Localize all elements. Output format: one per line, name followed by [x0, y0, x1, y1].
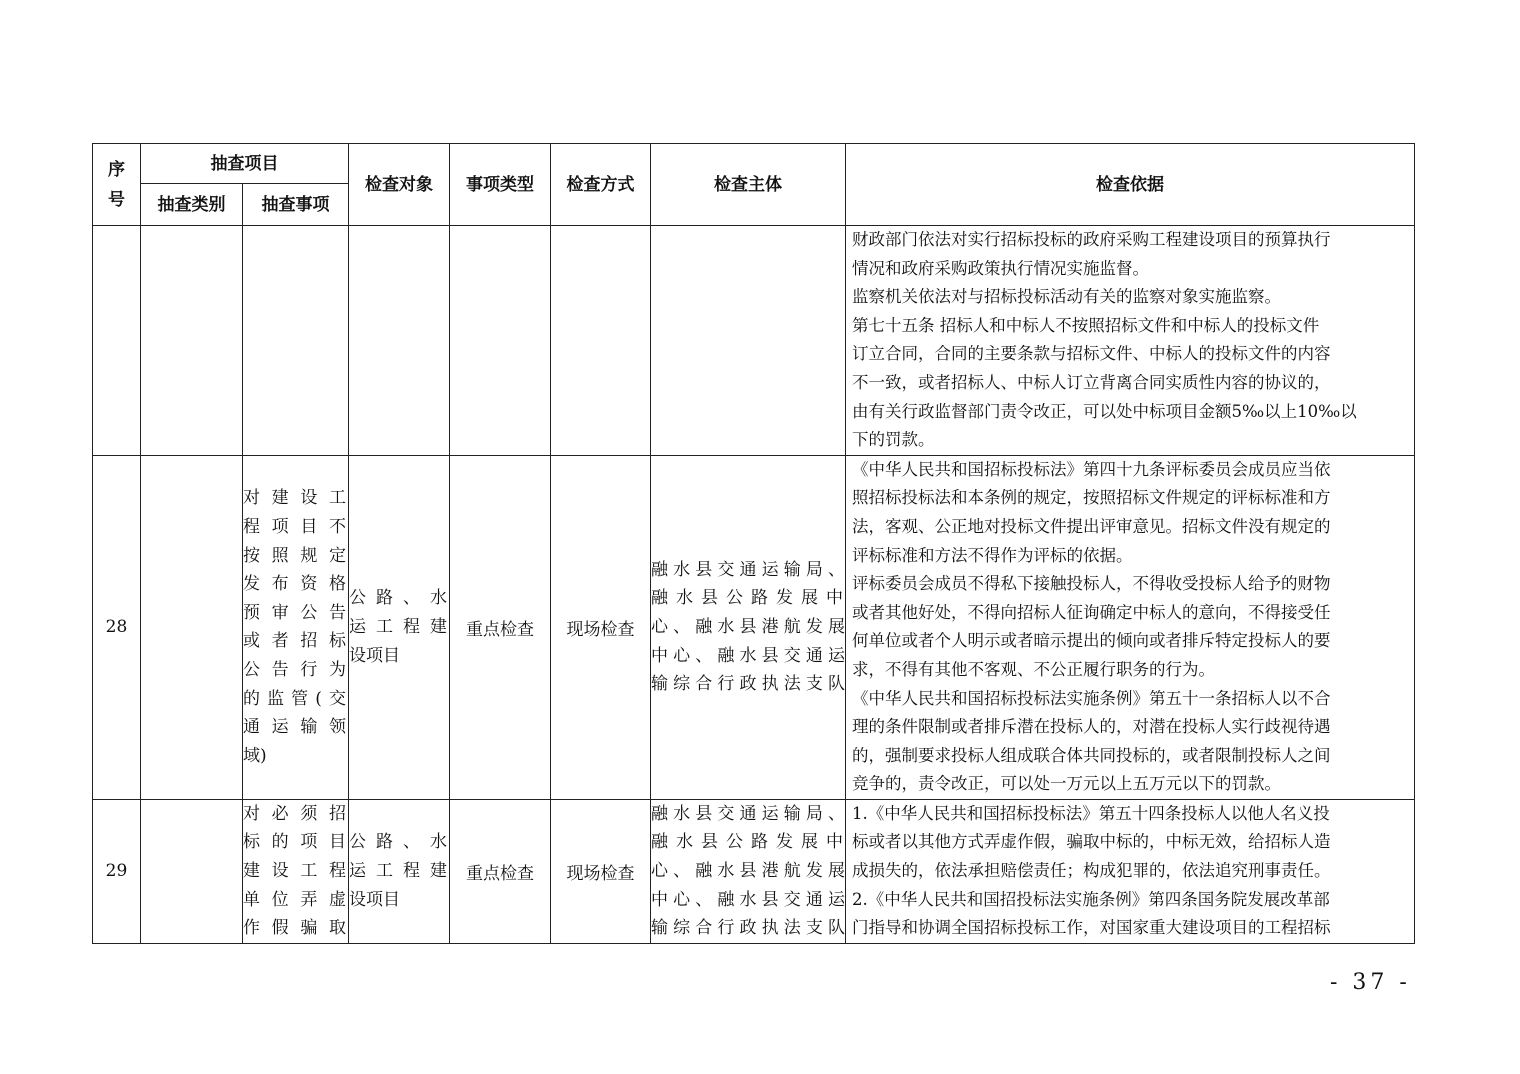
header-item-type: 事项类型	[450, 144, 551, 226]
table-row	[93, 226, 1415, 456]
target-line: 公路、水	[349, 588, 449, 609]
basis-line: 何单位或者个人明示或者暗示提出的倾向或者排斥特定投标人的要	[852, 631, 1331, 651]
seq-cell: 28	[93, 455, 141, 799]
item-line: 程项目不	[243, 516, 348, 537]
target-cell	[349, 799, 450, 943]
target-line: 公路、水	[349, 832, 449, 853]
seq-cell: 29	[93, 799, 141, 943]
item-line: 预审公告	[243, 602, 348, 623]
target-line: 设项目	[349, 645, 400, 666]
target-line: 设项目	[349, 889, 400, 910]
target-line: 运工程建	[349, 861, 449, 882]
basis-line: 成损失的，依法承担赔偿责任；构成犯罪的，依法追究刑事责任。	[852, 861, 1331, 881]
basis-line: 求，不得有其他不客观、不公正履行职务的行为。	[852, 659, 1215, 679]
basis-line: 不一致，或者招标人、中标人订立背离合同实质性内容的协议的，	[852, 372, 1331, 392]
subject-line: 心、融水县港航发展	[651, 617, 845, 638]
basis-line: 法，客观、公正地对投标文件提出评审意见。招标文件没有规定的	[852, 516, 1331, 536]
basis-line: 监察机关依法对与招标投标活动有关的监察对象实施监察。	[852, 287, 1281, 307]
item-line: 按照规定	[243, 545, 348, 566]
subject-line: 中心、融水县交通运	[651, 645, 845, 666]
item-line: 作假骗取	[243, 918, 348, 939]
subject-line: 心、融水县港航发展	[651, 861, 845, 882]
item-line: 建设工程	[243, 861, 348, 882]
basis-line: 竞争的，责令改正，可以处一万元以上五万元以下的罚款。	[852, 774, 1281, 794]
item-line: 的监管(交	[243, 688, 348, 709]
basis-line: 第七十五条 招标人和中标人不按照招标文件和中标人的投标文件	[852, 315, 1320, 335]
basis-line: 评标委员会成员不得私下接触投标人，不得收受投标人给予的财物	[852, 574, 1331, 594]
item-line: 对必须招	[243, 803, 348, 824]
item-line: 或者招标	[243, 631, 348, 652]
subject-line: 输综合行政执法支队	[651, 918, 845, 939]
subject-line: 输综合行政执法支队	[651, 674, 845, 695]
basis-line: 订立合同，合同的主要条款与招标文件、中标人的投标文件的内容	[852, 344, 1331, 364]
subject-cell	[651, 226, 846, 456]
item-type-cell: 重点检查	[450, 455, 551, 799]
header-method: 检查方式	[551, 144, 651, 226]
item-line: 公告行为	[243, 659, 348, 680]
header-project-group: 抽查项目	[141, 144, 349, 184]
method-cell	[551, 226, 651, 456]
basis-cell	[846, 455, 1415, 799]
header-item: 抽查事项	[243, 184, 349, 226]
item-line: 对建设工	[243, 488, 348, 509]
method-cell: 现场检查	[551, 455, 651, 799]
method-cell: 现场检查	[551, 799, 651, 943]
table-row	[93, 455, 1415, 799]
subject-line: 融水县交通运输局、	[651, 559, 845, 580]
category-cell	[141, 455, 243, 799]
header-basis: 检查依据	[846, 144, 1415, 226]
basis-line: 1.《中华人民共和国招标投标法》第五十四条投标人以他人名义投	[852, 803, 1330, 823]
item-line: 发布资格	[243, 574, 348, 595]
basis-line: 的，强制要求投标人组成联合体共同投标的，或者限制投标人之间	[852, 745, 1331, 765]
basis-line: 2.《中华人民共和国招投标法实施条例》第四条国务院发展改革部	[852, 889, 1330, 909]
basis-line: 标或者以其他方式弄虚作假，骗取中标的，中标无效，给招标人造	[852, 832, 1331, 852]
inspection-table	[92, 143, 1415, 944]
target-line: 运工程建	[349, 617, 449, 638]
category-cell	[141, 799, 243, 943]
seq-cell	[93, 226, 141, 456]
item-type-cell: 重点检查	[450, 799, 551, 943]
subject-line: 融水县公路发展中	[651, 588, 845, 609]
item-type-cell	[450, 226, 551, 456]
category-cell	[141, 226, 243, 456]
subject-line: 融水县公路发展中	[651, 832, 845, 853]
item-cell	[243, 226, 349, 456]
basis-line: 情况和政府采购政策执行情况实施监督。	[852, 258, 1149, 278]
basis-line: 理的条件限制或者排斥潜在投标人的，对潜在投标人实行歧视待遇	[852, 717, 1331, 737]
basis-cell	[846, 799, 1415, 943]
header-subject: 检查主体	[651, 144, 846, 226]
table-row	[93, 799, 1415, 943]
basis-line: 由有关行政监督部门责令改正，可以处中标项目金额5‰以上10‰以	[852, 401, 1357, 421]
basis-line: 照招标投标法和本条例的规定，按照招标文件规定的评标标准和方	[852, 488, 1331, 508]
item-cell	[243, 455, 349, 799]
target-cell	[349, 455, 450, 799]
item-line: 标的项目	[243, 832, 348, 853]
basis-line: 《中华人民共和国招标投标法实施条例》第五十一条招标人以不合	[852, 688, 1331, 708]
header-target: 检查对象	[349, 144, 450, 226]
subject-line: 融水县交通运输局、	[651, 803, 845, 824]
subject-cell	[651, 799, 846, 943]
page-number: - 37 -	[1330, 970, 1411, 995]
subject-line: 中心、融水县交通运	[651, 889, 845, 910]
item-line: 域)	[243, 745, 267, 766]
basis-cell	[846, 226, 1415, 456]
target-cell	[349, 226, 450, 456]
basis-line: 《中华人民共和国招标投标法》第四十九条评标委员会成员应当依	[852, 459, 1331, 479]
header-category: 抽查类别	[141, 184, 243, 226]
header-seq: 序号	[93, 144, 141, 226]
basis-line: 或者其他好处，不得向招标人征询确定中标人的意向，不得接受任	[852, 602, 1331, 622]
item-line: 单位弄虚	[243, 889, 348, 910]
basis-line: 门指导和协调全国招标投标工作，对国家重大建设项目的工程招标	[852, 918, 1331, 938]
basis-line: 评标标准和方法不得作为评标的依据。	[852, 545, 1133, 565]
item-cell	[243, 799, 349, 943]
subject-cell	[651, 455, 846, 799]
basis-line: 下的罚款。	[852, 430, 935, 450]
item-line: 通运输领	[243, 717, 348, 738]
basis-line: 财政部门依法对实行招标投标的政府采购工程建设项目的预算执行	[852, 230, 1331, 249]
